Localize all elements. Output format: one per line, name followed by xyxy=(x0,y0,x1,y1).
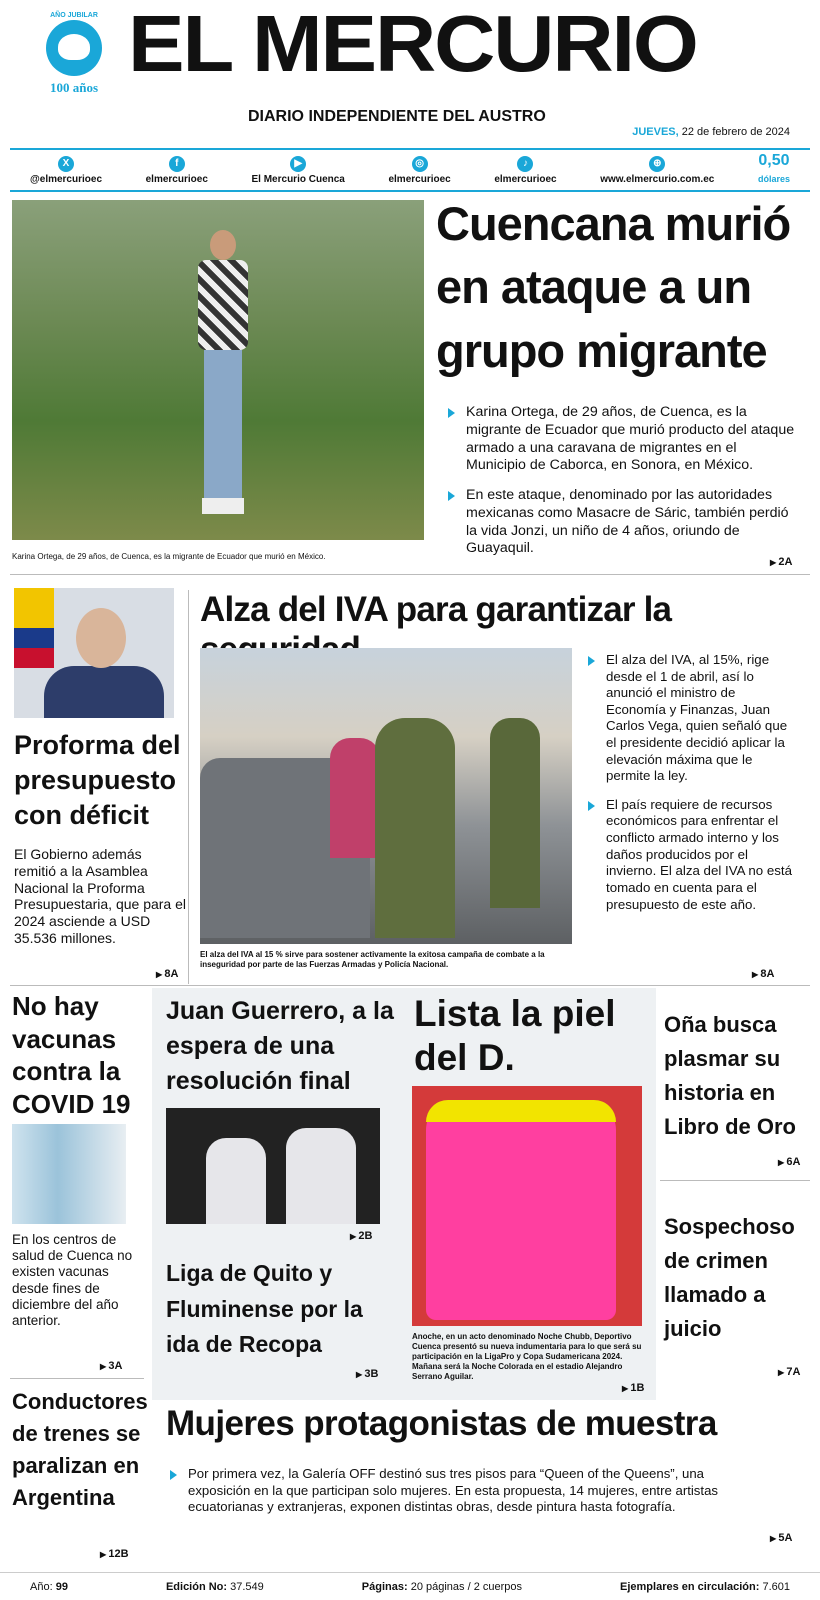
iva-photo xyxy=(200,648,572,944)
youtube-icon: ▶ xyxy=(290,156,306,172)
badge-top-text: AÑO JUBILAR xyxy=(50,12,98,19)
conductores-headline[interactable]: Conductores de trenes se paralizan en Argentina xyxy=(12,1389,148,1510)
centenary-logo xyxy=(34,12,114,97)
lead-bullet: En este ataque, denominado por las autoridades mexicanas como Masacre de Sáric, también perdió la vida Jonzi, un niño de 4 años, oriundo de Guayaquil. xyxy=(444,487,799,558)
year-label: Año: xyxy=(30,1580,53,1593)
pages-value: 20 páginas / 2 cuerpos xyxy=(410,1580,523,1593)
proforma-headline[interactable]: Proforma del presupuesto con déficit xyxy=(14,730,181,831)
mujeres-bullet: Por primera vez, la Galería OFF destinó sus tres pisos para “Queen of the Queens”, una exposición en la que participan solo mujeres. En esta propuesta, 14 mujeres, entre artistas ecuatorianas y extranjeras, exponen distintas obras, desde pintura hasta fotografía. xyxy=(166,1466,726,1516)
social-label: www.elmercurio.com.ec xyxy=(600,173,715,185)
iva-page-ref[interactable]: ▶ 8A xyxy=(752,968,774,980)
instagram-icon: ◎ xyxy=(412,156,428,172)
footer-pages xyxy=(362,1581,522,1593)
edition-label: Edición No: xyxy=(165,1580,228,1593)
badge-years: 100 años xyxy=(49,80,99,95)
social-label: elmercurioec xyxy=(388,173,451,185)
iva-photo-caption: El alza del IVA al 15 % sirve para sostener activamente la exitosa campaña de combate a la inseguridad por parte de las Fuerzas Armadas y Policía Nacional. xyxy=(200,950,545,969)
copies-label: Ejemplares en circulación: xyxy=(620,1580,760,1593)
mercury-head-icon xyxy=(46,20,102,76)
conductores-page-ref[interactable]: ▶ 12B xyxy=(100,1548,129,1560)
social-label: elmercurioec xyxy=(145,173,208,185)
lista-photo-caption: Anoche, en un acto denominado Noche Chubb, Deportivo Cuenca presentó su nueva indumentaria para lo que será su participación en la LigaPro y Copa Sudamericana 2024. Mañana será la Noche Colorada en el estadio Alejandro Serrano Aguilar. xyxy=(412,1332,642,1381)
lead-page-ref[interactable]: ▶ 2A xyxy=(770,556,792,568)
lead-bullet: Karina Ortega, de 29 años, de Cuenca, es la migrante de Ecuador que murió producto del ataque armado a una caravana de migrantes en el Municipio de Caborca, en Sonora, en México. xyxy=(444,404,799,475)
social-tiktok[interactable] xyxy=(494,156,556,185)
lista-page-ref[interactable]: ▶ 1B xyxy=(622,1382,644,1394)
social-x[interactable] xyxy=(30,156,102,185)
copies-value: 7.601 xyxy=(762,1580,790,1593)
pink-jersey xyxy=(426,1100,616,1320)
mujeres-page-ref[interactable]: ▶ 5A xyxy=(770,1532,792,1544)
social-instagram[interactable] xyxy=(388,156,450,185)
year-value: 99 xyxy=(55,1580,68,1593)
footer-edition xyxy=(166,1581,264,1593)
lead-photo xyxy=(12,200,424,540)
liga-headline[interactable]: Liga de Quito y Fluminense por la ida de Recopa xyxy=(166,1260,363,1358)
driver xyxy=(286,1128,356,1224)
vacunas-headline[interactable]: No hay vacunas contra la COVID 19 xyxy=(12,991,131,1119)
liga-page-ref[interactable]: ▶ 3B xyxy=(356,1368,378,1380)
issue-date xyxy=(632,126,790,138)
social-bar xyxy=(10,148,810,192)
jersey-photo xyxy=(412,1086,642,1326)
social-label: elmercurioec xyxy=(494,173,557,185)
iva-bullets xyxy=(584,652,794,925)
footer-copies xyxy=(620,1581,790,1593)
ona-headline[interactable]: Oña busca plasmar su historia en Libro de Oro xyxy=(664,1012,796,1140)
woman-figure xyxy=(192,230,252,520)
globe-icon: ⊕ xyxy=(649,156,665,172)
price-value: 0,50 xyxy=(758,152,790,169)
social-label: @elmercurioec xyxy=(30,173,103,185)
issue-date-text: 22 de febrero de 2024 xyxy=(681,126,790,138)
social-youtube[interactable] xyxy=(252,156,345,185)
cover-price xyxy=(758,153,790,187)
x-icon: X xyxy=(58,156,74,172)
guerrero-page-ref[interactable]: ▶ 2B xyxy=(350,1230,372,1242)
clinic-photo xyxy=(12,1124,126,1224)
iva-headline[interactable]: Alza del IVA para garantizar la xyxy=(200,590,672,629)
lista-headline[interactable]: Lista la piel del D. xyxy=(414,993,616,1079)
masthead-title: EL MERCURIO xyxy=(128,0,697,88)
tiktok-icon: ♪ xyxy=(517,156,533,172)
social-label: El Mercurio Cuenca xyxy=(251,173,345,185)
proforma-body: El Gobierno además remitió a la Asamblea Nacional la Proforma Presupuestaria, que para el 2024 asciende a USD 35.536 millones. xyxy=(14,846,186,946)
minister-photo xyxy=(14,588,174,718)
ecuador-flag xyxy=(14,588,54,668)
pages-label: Páginas: xyxy=(361,1580,408,1593)
civilian xyxy=(330,738,380,858)
social-website[interactable] xyxy=(600,156,714,185)
soldier xyxy=(375,718,455,938)
ona-page-ref[interactable]: ▶ 6A xyxy=(778,1156,800,1168)
facebook-icon: f xyxy=(169,156,185,172)
vacunas-body: En los centros de salud de Cuenca no existen vacunas desde fines de diciembre del año anterior. xyxy=(12,1232,133,1328)
mujeres-bullets xyxy=(166,1466,726,1528)
iva-bullet: El alza del IVA, al 15%, rige desde el 1 de abril, así lo anunció el ministro de Economía y Finanzas, Juan Carlos Vega, quien señaló que el presidente decidió aplicar la elevación máxima que le permite la ley. xyxy=(584,652,794,785)
sospechoso-headline[interactable]: Sospechoso de crimen llamado a juicio xyxy=(664,1214,795,1342)
social-facebook[interactable] xyxy=(146,156,208,185)
proforma-page-ref[interactable]: ▶ 8A xyxy=(156,968,178,980)
driver xyxy=(206,1138,266,1224)
iva-bullet: El país requiere de recursos económicos para enfrentar el conflicto armado interno y los daños producidos por el invierno. El alza del IVA no está tomado en cuenta para el presupuesto de este año. xyxy=(584,797,794,913)
rally-drivers-photo xyxy=(166,1108,380,1224)
edition-value: 37.549 xyxy=(230,1580,264,1593)
lead-photo-caption: Karina Ortega, de 29 años, de Cuenca, es la migrante de Ecuador que murió en México. xyxy=(12,552,326,561)
vacunas-page-ref[interactable]: ▶ 3A xyxy=(100,1360,122,1372)
price-unit: dólares xyxy=(757,174,790,184)
sospechoso-page-ref[interactable]: ▶ 7A xyxy=(778,1366,800,1378)
lead-bullets xyxy=(444,404,799,570)
footer-bar xyxy=(0,1572,820,1600)
footer-year xyxy=(30,1581,68,1593)
mujeres-headline[interactable]: Mujeres protagonistas de muestra xyxy=(166,1404,717,1443)
issue-weekday: JUEVES, xyxy=(632,126,679,138)
guerrero-headline[interactable]: Juan Guerrero, a la espera de una resolución final xyxy=(166,997,394,1095)
masthead-subtitle: DIARIO INDEPENDIENTE DEL AUSTRO xyxy=(248,108,546,125)
soldier xyxy=(490,718,540,908)
lead-headline[interactable]: Cuencana murió en ataque a un grupo migrante xyxy=(436,197,791,377)
